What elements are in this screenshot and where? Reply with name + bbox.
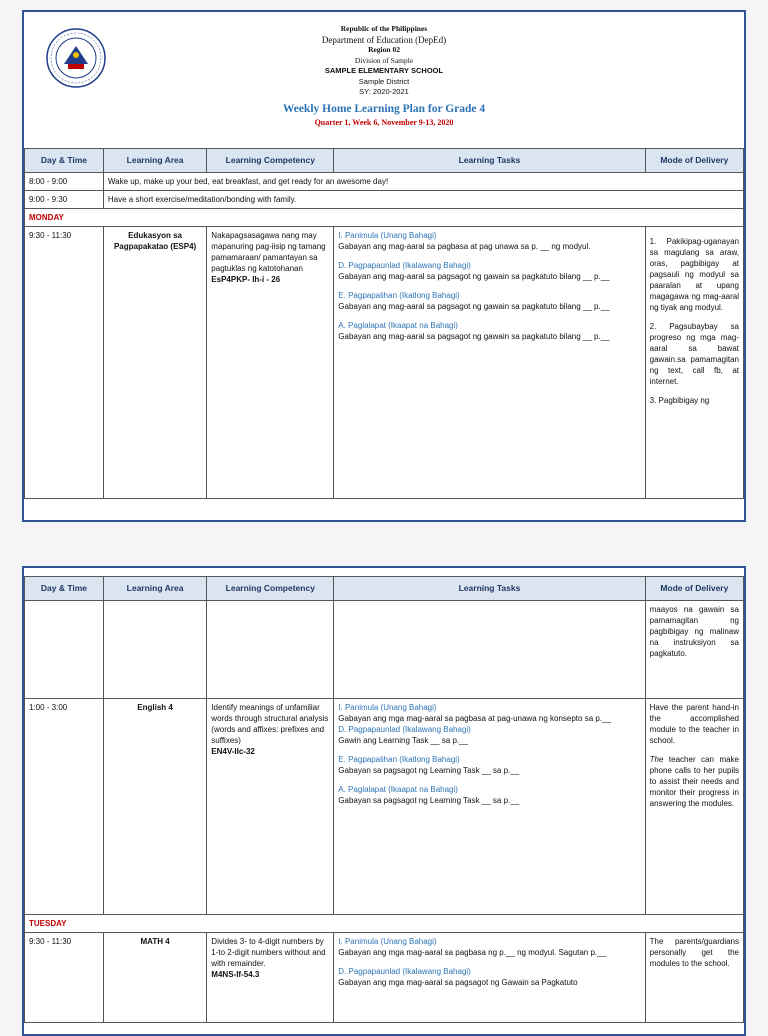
mode-item: Have the parent hand-in the accomplished module to the teacher in school.	[649, 703, 739, 745]
task-heading: D. Pagpapaunlad (Ikalawang Bahagi)	[338, 725, 471, 734]
task-body: Gabayan ang mag-aaral sa pagbasa at pag unawa sa p. __ ng modyul.	[338, 242, 591, 251]
column-header: Learning Tasks	[334, 149, 645, 173]
column-header: Learning Area	[103, 577, 206, 601]
document-page-1	[22, 10, 746, 522]
mode-item	[650, 754, 739, 809]
task-body: Gawin ang Learning Task __ sa p.__	[338, 736, 469, 745]
task-body: Gabayan ang mag-aaral sa pagsagot ng gawain sa pagkatuto bilang __ p.__	[338, 272, 610, 281]
task-heading: I. Panimula (Unang Bahagi)	[338, 937, 437, 946]
task-body: Gabayan sa pagsagot ng Learning Task __ sa p.__	[338, 766, 520, 775]
task-body: Gabayan sa pagsagot ng Learning Task __ sa p.__	[338, 796, 520, 805]
task-heading: A. Paglalapat (Ikaapat na Bahagi)	[338, 321, 458, 330]
time-cell: 9:30 - 11:30	[25, 933, 104, 1023]
mode-item-lead: The	[649, 755, 664, 764]
plan-title: Weekly Home Learning Plan for Grade 4	[282, 102, 486, 115]
time-cell: 8:00 - 9:00	[25, 173, 104, 191]
competency-text: Nakapagsasagawa nang may mapanuring pag-iisip ng tamang pamamaraan/ pamantayan sa pagtuklas ng katotohanan	[211, 231, 326, 273]
column-header: Learning Competency	[207, 577, 334, 601]
column-header: Mode of Delivery	[645, 577, 743, 601]
task-body: Gabayan ang mag-aaral sa pagsagot ng gawain sa pagkatuto bilang __ p.__	[338, 332, 610, 341]
competency-code: EN4V-IIc-32	[211, 747, 255, 756]
document-page-2	[22, 566, 746, 1036]
table-header-row	[25, 577, 744, 601]
mode-item: 3. Pagbibigay ng	[649, 396, 710, 405]
table-header-row	[25, 149, 744, 173]
table-row	[25, 699, 744, 915]
routine-cell: Have a short exercise/meditation/bonding with family.	[103, 191, 743, 209]
table-row	[25, 601, 744, 699]
learning-area-cell: MATH 4	[103, 933, 206, 1023]
task-heading: I. Panimula (Unang Bahagi)	[338, 231, 437, 240]
day-row	[25, 209, 744, 227]
task-heading: E. Pagpapalihan (Ikatlong Bahagi)	[338, 755, 460, 764]
time-cell: 9:00 - 9:30	[25, 191, 104, 209]
tasks-cell	[334, 699, 645, 915]
competency-text: Divides 3- to 4-digit numbers by 1-to 2-digit numbers without and with remainder.	[211, 937, 326, 968]
learning-area-cell: Edukasyon sa Pagpapakatao (ESP4)	[103, 227, 206, 499]
column-header: Learning Area	[103, 149, 206, 173]
deped-seal-icon	[46, 28, 106, 88]
day-row	[25, 915, 744, 933]
routine-cell: Wake up, make up your bed, eat breakfast, and get ready for an awesome day!	[103, 173, 743, 191]
task-heading: E. Pagpapalihan (Ikatlong Bahagi)	[338, 291, 460, 300]
column-header: Mode of Delivery	[645, 149, 743, 173]
mode-of-delivery-cell	[645, 227, 743, 499]
header-school: SAMPLE ELEMENTARY SCHOOL	[324, 66, 444, 75]
task-body: Gabayan ang mga mag-aaral sa pagbasa at pag-unawa ng konsepto sa p.__	[338, 714, 611, 723]
learning-plan-table	[24, 148, 744, 499]
day-label-tuesday: TUESDAY	[25, 915, 744, 933]
time-cell: 1:00 - 3:00	[25, 699, 104, 915]
learning-plan-table	[24, 576, 744, 1023]
header-division: Division of Sample	[354, 55, 414, 65]
table-row	[25, 227, 744, 499]
table-row	[25, 191, 744, 209]
task-heading: A. Paglalapat (Ikaapat na Bahagi)	[338, 785, 458, 794]
column-header: Learning Competency	[207, 149, 334, 173]
task-heading: D. Pagpapaunlad (Ikalawang Bahagi)	[338, 967, 471, 976]
column-header: Day & Time	[25, 149, 104, 173]
mode-of-delivery-cell: The parents/guardians personally get the modules to the school.	[645, 933, 743, 1023]
page-header	[24, 12, 744, 148]
column-header: Day & Time	[25, 577, 104, 601]
tasks-cell	[334, 933, 645, 1023]
mode-continued-cell: maayos na gawain sa pamamagitan ng pagbibigay ng malinaw na instruksiyon sa pagkatuto.	[645, 601, 743, 699]
competency-cell	[207, 699, 334, 915]
task-heading: D. Pagpapaunlad (Ikalawang Bahagi)	[338, 261, 471, 270]
mode-item: 1. Pakikipag-uganayan sa magulang sa araw, oras, pagbibigay at pagsauli ng modyul sa paaralan at upang magagawa ng mag-aaral ng tiyak ang modyul.	[649, 237, 739, 312]
competency-cell	[207, 227, 334, 499]
competency-code: M4NS-If-54.3	[211, 970, 260, 979]
task-body: Gabayan ang mga mag-aaral sa pagbasa ng p.__ ng modyul. Sagutan p.__	[338, 948, 607, 957]
table-row	[25, 933, 744, 1023]
mode-item-rest: teacher can make phone calls to her pupils to assist their needs and monitor their progress in answering the modules.	[649, 755, 739, 808]
task-heading: I. Panimula (Unang Bahagi)	[338, 703, 437, 712]
header-republic: Republic of the Philippines	[340, 24, 428, 33]
competency-text: Identify meanings of unfamiliar words through structural analysis (words and affixes: prefixes and suffixes)	[211, 703, 329, 745]
task-body: Gabayan ang mga mag-aaral sa pagsagot ng Gawain sa Pagkatuto	[338, 978, 578, 987]
plan-subtitle: Quarter 1, Week 6, November 9-13, 2020	[314, 118, 454, 127]
task-body: Gabayan ang mag-aaral sa pagsagot ng gawain sa pagkatuto bilang __ p.__	[338, 302, 610, 311]
competency-cell	[207, 933, 334, 1023]
table-row	[25, 173, 744, 191]
day-label-monday: MONDAY	[25, 209, 744, 227]
competency-code: EsP4PKP- Ih-i - 26	[211, 275, 281, 284]
tasks-cell	[334, 227, 645, 499]
mode-item: 2. Pagsubaybay sa progreso ng mga mag-aaral sa bawat gawain.sa pamamagitan ng text, call fb, at internet.	[649, 322, 739, 386]
header-region: Region 02	[368, 45, 400, 54]
mode-of-delivery-cell	[645, 699, 743, 915]
header-sy: SY: 2020-2021	[359, 87, 409, 96]
time-cell: 9:30 - 11:30	[25, 227, 104, 499]
header-district: Sample District	[358, 76, 410, 86]
column-header: Learning Tasks	[334, 577, 645, 601]
header-department: Department of Education (DepEd)	[321, 34, 447, 45]
learning-area-cell: English 4	[103, 699, 206, 915]
